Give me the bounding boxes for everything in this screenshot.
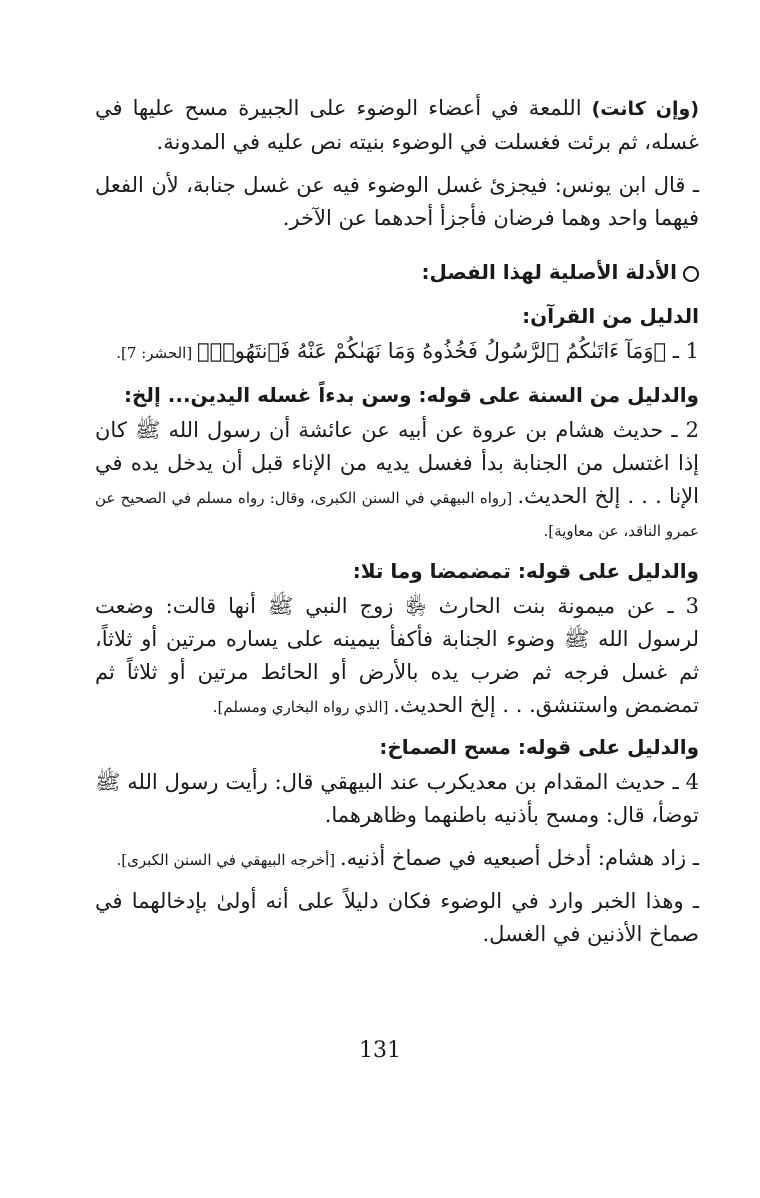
- quran-item: [95, 335, 699, 370]
- hisham-text: ـ زاد هشام: أدخل أصبعيه في صماخ أذنيه.: [339, 846, 699, 870]
- hisham-reference: [أخرجه البيهقي في السنن الكبرى].: [116, 851, 340, 869]
- hadith-3-reference: [الذي رواه البخاري ومسلم].: [212, 698, 394, 716]
- hadith-3: [95, 590, 699, 722]
- simakh-heading: والدليل على قوله: مسح الصماخ:: [379, 735, 699, 759]
- circle-bullet-icon: [683, 266, 699, 282]
- hadith-4: 4 ـ حديث المقدام بن معديكرب عند البيهقي قال: رأيت رسول الله ﷺ توضأ، قال: ومسح بأذنيه باطنهما وظاهرهما.: [95, 770, 699, 827]
- section-heading: [95, 257, 699, 287]
- paragraph-lead: (وإن كانت): [591, 98, 699, 120]
- hadith-2-text: 2 ـ حديث هشام بن عروة عن أبيه عن عائشة أن رسول الله ﷺ كان إذا اغتسل من الجنابة بدأ فغسل يديه من الإناء قبل أن يدخل يده في الإنا . . . إلخ الحديث.: [95, 418, 699, 508]
- paragraph-intro-text: اللمعة في أعضاء الوضوء على الجبيرة مسح عليها في غسله، ثم برئت فغسلت في الوضوء بنيته نص عليه في المدونة.: [95, 96, 699, 154]
- hisham-addition: [95, 842, 699, 875]
- page-number: 131: [359, 1038, 401, 1063]
- final-paragraph: ـ وهذا الخبر وارد في الوضوء فكان دليلاً على أنه أولىٰ بإدخالهما في صماخ الأذنين في الغسل.: [95, 889, 699, 946]
- hadith-3-text: 3 ـ عن ميمونة بنت الحارث ﵂ زوج النبي ﷺ أنها قالت: وضعت لرسول الله ﷺ وضوء الجنابة فأكفأ بيمينه على يساره مرتين أو ثلاثاً، ثم غسل فرجه ثم ضرب يده بالأرض أو الحائط مرتين أو ثلاثاً ثم تمضمض واستنشق. . . إلخ الحديث.: [95, 594, 699, 717]
- sunnah-heading: والدليل من السنة على قوله: وسن بدءاً غسله اليدين... إلخ:: [124, 383, 699, 407]
- hadith-2: [95, 414, 699, 546]
- paragraph-intro: [95, 92, 699, 159]
- section-heading-text: الأدلة الأصلية لهذا الفصل:: [421, 260, 677, 284]
- quran-verse: 1 ـ ﴿وَمَآ ءَاتَىٰكُمُ ٱلرَّسُولُ فَخُذُوهُ وَمَا نَهَىٰكُمْ عَنْهُ فَٱنتَهُوا۟﴾: [196, 339, 699, 363]
- madmada-heading: والدليل على قوله: تمضمضا وما تلا:: [352, 559, 699, 583]
- paragraph-ibn-yunus: ـ قال ابن يونس: فيجزئ غسل الوضوء فيه عن غسل جنابة، لأن الفعل فيهما واحد وهما فرضان فأجزأ أحدهما عن الآخر.: [95, 173, 699, 230]
- quran-heading: الدليل من القرآن:: [522, 304, 699, 328]
- quran-reference: [الحشر: 7].: [116, 344, 197, 362]
- page-content: [95, 92, 699, 951]
- hadith-2-reference: [رواه البيهقي في السنن الكبرى، وقال: رواه مسلم في الصحيح عن عمرو الناقد، عن معاوية].: [95, 489, 699, 540]
